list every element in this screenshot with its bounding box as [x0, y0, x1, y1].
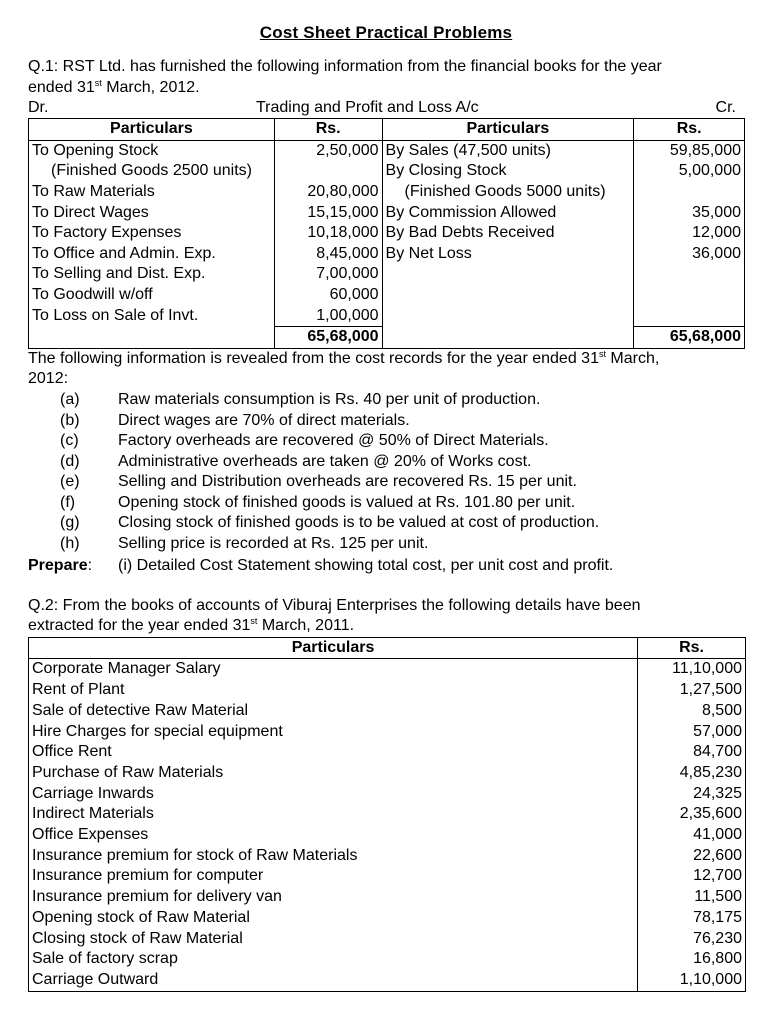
table-row — [29, 722, 746, 743]
debit-amount: 10,18,000 — [274, 223, 382, 244]
list-item-text: Direct wages are 70% of direct materials. — [118, 411, 410, 429]
credit-amount: 35,000 — [634, 203, 745, 224]
row-amount: 41,000 — [638, 825, 746, 846]
table-row — [29, 866, 746, 887]
header-rs-credit: Rs. — [634, 119, 745, 141]
table-row — [29, 203, 745, 224]
table-row — [29, 949, 746, 970]
credit-particular: (Finished Goods 5000 units) — [382, 182, 634, 203]
debit-particular: To Direct Wages — [29, 203, 275, 224]
list-item — [28, 513, 744, 534]
table-row — [29, 887, 746, 908]
credit-particular: By Sales (47,500 units) — [382, 140, 634, 161]
debit-amount: 2,50,000 — [274, 140, 382, 161]
prepare-text: (i) Detailed Cost Statement showing total cost, per unit cost and profit. — [118, 556, 614, 574]
cost-records-intro-line1: The following information is revealed from the cost records for the year ended 31st March, — [28, 348, 660, 367]
credit-amount — [634, 285, 745, 306]
row-particular: Rent of Plant — [29, 680, 638, 701]
table-row — [29, 701, 746, 722]
list-item-label: (g) — [60, 514, 80, 532]
list-item — [28, 452, 744, 473]
debit-amount: 7,00,000 — [274, 264, 382, 285]
dr-label: Dr. — [28, 99, 49, 117]
list-item — [28, 534, 744, 555]
header-particulars: Particulars — [29, 637, 638, 659]
row-amount: 22,600 — [638, 846, 746, 867]
page-title: Cost Sheet Practical Problems — [259, 23, 513, 42]
row-particular: Insurance premium for computer — [29, 866, 638, 887]
list-item — [28, 411, 744, 432]
credit-particular — [382, 285, 634, 306]
table-row — [29, 223, 745, 244]
credit-particular: By Closing Stock — [382, 161, 634, 182]
table-row — [29, 804, 746, 825]
table-row — [29, 784, 746, 805]
credit-amount — [634, 182, 745, 203]
debit-amount: 8,45,000 — [274, 244, 382, 265]
credit-amount — [634, 306, 745, 327]
row-particular: Corporate Manager Salary — [29, 659, 638, 680]
table-row — [29, 742, 746, 763]
cost-records-intro-line2: 2012: — [28, 370, 69, 388]
total-credit: 65,68,000 — [634, 327, 745, 349]
row-particular: Indirect Materials — [29, 804, 638, 825]
list-item-label: (b) — [60, 411, 80, 429]
row-particular: Insurance premium for delivery van — [29, 887, 638, 908]
row-particular: Sale of detective Raw Material — [29, 701, 638, 722]
table-row — [29, 929, 746, 950]
row-amount: 4,85,230 — [638, 763, 746, 784]
debit-amount: 1,00,000 — [274, 306, 382, 327]
header-particulars-credit: Particulars — [382, 119, 634, 141]
table-row — [29, 970, 746, 991]
account-title: Trading and Profit and Loss A/c — [256, 99, 479, 117]
list-item-text: Selling price is recorded at Rs. 125 per unit. — [118, 535, 429, 553]
row-amount: 24,325 — [638, 784, 746, 805]
row-particular: Carriage Outward — [29, 970, 638, 991]
row-particular: Purchase of Raw Materials — [29, 763, 638, 784]
list-item-text: Factory overheads are recovered @ 50% of Direct Materials. — [118, 432, 549, 450]
row-amount: 12,700 — [638, 866, 746, 887]
table-row — [29, 161, 745, 182]
credit-particular: By Bad Debts Received — [382, 223, 634, 244]
row-particular: Hire Charges for special equipment — [29, 722, 638, 743]
debit-particular: To Office and Admin. Exp. — [29, 244, 275, 265]
total-debit: 65,68,000 — [274, 327, 382, 349]
row-amount: 11,500 — [638, 887, 746, 908]
table-header-row — [29, 637, 746, 659]
table-row — [29, 285, 745, 306]
table-row — [29, 182, 745, 203]
header-rs-debit: Rs. — [274, 119, 382, 141]
list-item — [28, 431, 744, 452]
credit-amount: 36,000 — [634, 244, 745, 265]
information-list — [28, 390, 744, 555]
row-particular: Sale of factory scrap — [29, 949, 638, 970]
row-amount: 57,000 — [638, 722, 746, 743]
list-item-label: (a) — [60, 390, 80, 408]
row-amount: 8,500 — [638, 701, 746, 722]
table-row — [29, 825, 746, 846]
list-item — [28, 390, 744, 411]
list-item-label: (d) — [60, 452, 80, 470]
row-amount: 1,10,000 — [638, 970, 746, 991]
debit-amount: 15,15,000 — [274, 203, 382, 224]
debit-amount — [274, 161, 382, 182]
table-header-row — [29, 119, 745, 141]
table-row — [29, 908, 746, 929]
table-row — [29, 659, 746, 680]
q2-details-table — [28, 637, 746, 992]
row-particular: Carriage Inwards — [29, 784, 638, 805]
row-particular: Opening stock of Raw Material — [29, 908, 638, 929]
cr-label: Cr. — [715, 99, 736, 117]
list-item-label: (f) — [60, 493, 76, 511]
row-particular: Office Expenses — [29, 825, 638, 846]
list-item-text: Administrative overheads are taken @ 20% of Works cost. — [118, 452, 532, 470]
trading-pl-account-table — [28, 118, 745, 349]
header-particulars-debit: Particulars — [29, 119, 275, 141]
credit-amount — [634, 264, 745, 285]
q1-section — [28, 57, 744, 576]
credit-particular: By Net Loss — [382, 244, 634, 265]
row-amount: 84,700 — [638, 742, 746, 763]
q2-intro-line2: extracted for the year ended 31st March, 2011. — [28, 616, 355, 635]
list-item-text: Opening stock of finished goods is valued at Rs. 101.80 per unit. — [118, 493, 576, 511]
header-rs: Rs. — [638, 637, 746, 659]
table-total-row — [29, 327, 745, 349]
credit-amount: 12,000 — [634, 223, 745, 244]
list-item-label: (e) — [60, 473, 80, 491]
row-amount: 1,27,500 — [638, 680, 746, 701]
list-item-text: Selling and Distribution overheads are recovered Rs. 15 per unit. — [118, 473, 577, 491]
row-amount: 11,10,000 — [638, 659, 746, 680]
row-particular: Closing stock of Raw Material — [29, 929, 638, 950]
row-amount: 2,35,600 — [638, 804, 746, 825]
row-amount: 78,175 — [638, 908, 746, 929]
account-heading — [28, 98, 744, 118]
debit-particular: To Raw Materials — [29, 182, 275, 203]
credit-particular: By Commission Allowed — [382, 203, 634, 224]
q2-section — [28, 596, 744, 992]
table-row — [29, 306, 745, 327]
credit-amount: 5,00,000 — [634, 161, 745, 182]
debit-particular: To Opening Stock — [29, 140, 275, 161]
debit-amount: 60,000 — [274, 285, 382, 306]
row-particular: Insurance premium for stock of Raw Materials — [29, 846, 638, 867]
row-amount: 76,230 — [638, 929, 746, 950]
credit-amount: 59,85,000 — [634, 140, 745, 161]
list-item-text: Closing stock of finished goods is to be valued at cost of production. — [118, 514, 600, 532]
credit-particular — [382, 264, 634, 285]
debit-particular: To Selling and Dist. Exp. — [29, 264, 275, 285]
table-row — [29, 264, 745, 285]
row-amount: 16,800 — [638, 949, 746, 970]
table-row — [29, 680, 746, 701]
list-item — [28, 493, 744, 514]
q2-intro-line1: Q.2: From the books of accounts of Viburaj Enterprises the following details have been — [28, 596, 641, 614]
table-row — [29, 244, 745, 265]
list-item — [28, 472, 744, 493]
debit-particular: To Loss on Sale of Invt. — [29, 306, 275, 327]
debit-particular: (Finished Goods 2500 units) — [29, 161, 275, 182]
prepare-instruction: Prepare: (i) Detailed Cost Statement showing total cost, per unit cost and profit. — [28, 556, 614, 574]
list-item-text: Raw materials consumption is Rs. 40 per unit of production. — [118, 390, 541, 408]
list-item-label: (h) — [60, 535, 80, 553]
debit-amount: 20,80,000 — [274, 182, 382, 203]
q1-intro-line1: Q.1: RST Ltd. has furnished the following information from the financial books for the year — [28, 58, 662, 75]
q1-intro-line2: ended 31st March, 2012. — [28, 77, 200, 96]
credit-particular — [382, 306, 634, 327]
row-particular: Office Rent — [29, 742, 638, 763]
debit-particular: To Factory Expenses — [29, 223, 275, 244]
debit-particular: To Goodwill w/off — [29, 285, 275, 306]
table-row — [29, 763, 746, 784]
table-row — [29, 140, 745, 161]
list-item-label: (c) — [60, 432, 79, 450]
prepare-label: Prepare — [28, 556, 88, 574]
table-row — [29, 846, 746, 867]
